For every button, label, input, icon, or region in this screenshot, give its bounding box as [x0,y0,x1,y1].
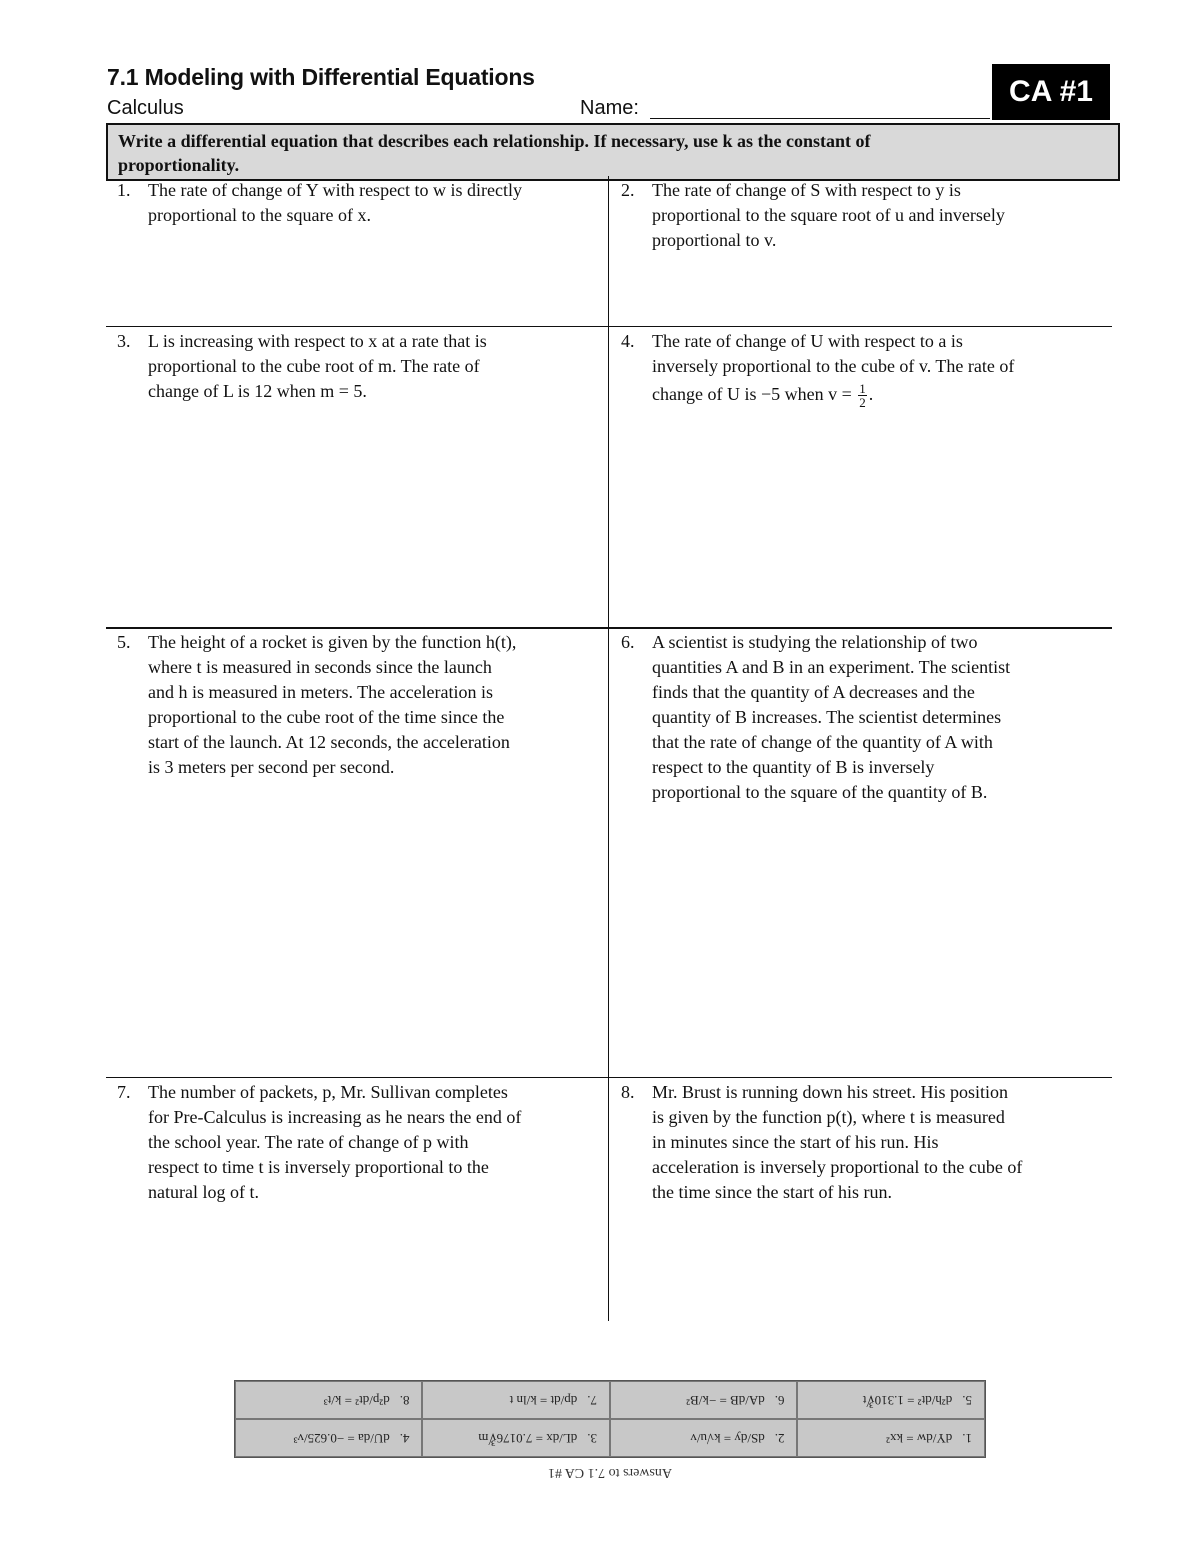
problem-line: for Pre-Calculus is increasing as he nears the end of [148,1107,522,1127]
answer-cell [610,1381,798,1419]
answer-number: 2. [774,1431,785,1446]
problem-line-tail: . [868,384,874,404]
problem-line: quantities A and B in an experiment. The scientist [652,657,1011,677]
problem-line: The height of a rocket is given by the function h(t), [148,632,517,652]
problem-line-text: change of U is −5 when v = [652,384,852,404]
answer-number: 4. [399,1431,410,1446]
problem-line: the time since the start of his run. [652,1182,892,1202]
name-label: Name: [580,97,639,119]
problem-line: acceleration is inversely proportional to the cube of [652,1157,1023,1177]
row-divider-2 [106,627,1112,629]
row-divider-1 [106,326,1112,327]
problem-line: proportional to the square of x. [148,205,371,225]
answer-text: dS/dy = k√u/v [690,1431,765,1446]
problem-line [652,382,1108,409]
problem-line: Mr. Brust is running down his street. His position [652,1082,1009,1102]
instructions-line-1: Write a differential equation that describes each relationship. If necessary, use k as the constant of [118,131,871,151]
problem-6 [621,630,1108,805]
instructions-box [106,123,1120,181]
problem-number: 7. [117,1082,131,1102]
problem-line: the school year. The rate of change of p with [148,1132,469,1152]
problem-line: start of the launch. At 12 seconds, the acceleration [148,732,510,752]
problem-3 [117,329,604,404]
problem-line: respect to time t is inversely proportional to the [148,1157,489,1177]
problem-line: proportional to the square root of u and inversely [652,205,1005,225]
answer-number: 1. [962,1431,972,1446]
problem-line: The rate of change of U with respect to a is [652,331,963,351]
fraction-denominator: 2 [859,395,866,411]
answer-cell [610,1419,798,1457]
name-blank-line[interactable] [650,118,990,119]
column-divider [608,176,609,1321]
problem-8 [621,1080,1108,1205]
problem-number: 2. [621,180,635,200]
answer-key-caption: Answers to 7.1 CA #1 [547,1465,673,1480]
problem-line: that the rate of change of the quantity of A with [652,732,993,752]
problem-number: 3. [117,331,131,351]
problem-number: 4. [621,331,635,351]
problem-line: inversely proportional to the cube of v. The rate of [652,356,1015,376]
answer-cell [423,1381,611,1419]
answer-number: 3. [587,1431,597,1446]
problem-line: The rate of change of S with respect to y is [652,180,961,200]
answer-text: dL/dx = 7.0176∛m [478,1431,578,1446]
answer-text: dA/dB = −k/B² [686,1393,765,1408]
problem-7 [117,1080,604,1205]
answer-text: d²p/dt² = k/t³ [323,1393,390,1408]
answer-text: dY/dw = kx² [886,1431,953,1446]
page-title: 7.1 Modeling with Differential Equations [107,64,535,90]
problem-line: where t is measured in seconds since the launch [148,657,492,677]
problem-line: is given by the function p(t), where t is measured [652,1107,1005,1127]
problem-line: L is increasing with respect to x at a rate that is [148,331,487,351]
problem-line: proportional to the cube root of the time since the [148,707,505,727]
fraction [858,382,867,409]
subject-label: Calculus [107,97,184,119]
problem-line: is 3 meters per second per second. [148,757,395,777]
problem-line: The number of packets, p, Mr. Sullivan completes [148,1082,508,1102]
answer-key [234,1378,986,1480]
problem-line: finds that the quantity of A decreases and the [652,682,975,702]
problem-line: proportional to the square of the quantity of B. [652,782,988,802]
problem-number: 5. [117,632,131,652]
problem-2 [621,178,1108,253]
answer-number: 6. [774,1393,785,1408]
problem-number: 1. [117,180,131,200]
answer-number: 8. [399,1393,410,1408]
answer-text: d²h/dt² = 1.310∛t [862,1393,953,1408]
problem-number: 8. [621,1082,635,1102]
answer-cell [423,1419,611,1457]
problem-5 [117,630,604,780]
instructions-line-2: proportionality. [118,155,240,175]
answer-text: dU/da = −0.625/v³ [293,1431,390,1446]
answer-cell [798,1381,986,1419]
problem-line: The rate of change of Y with respect to w is directly [148,180,523,200]
problem-number: 6. [621,632,635,652]
problem-line: in minutes since the start of his run. His [652,1132,939,1152]
problem-line: A scientist is studying the relationship of two [652,632,978,652]
answer-cell [235,1419,423,1457]
answer-text: dp/dt = k/ln t [509,1393,578,1408]
problem-line: and h is measured in meters. The acceleration is [148,682,494,702]
problem-line: proportional to v. [652,230,777,250]
answer-cell [798,1419,986,1457]
problem-line: natural log of t. [148,1182,259,1202]
assignment-badge: CA #1 [992,64,1110,120]
answer-key-grid [234,1380,986,1458]
row-divider-3 [106,1077,1112,1078]
problem-line: quantity of B increases. The scientist determines [652,707,1002,727]
answer-number: 5. [962,1393,972,1408]
answer-cell [235,1381,423,1419]
problem-4 [621,329,1108,411]
fraction-numerator: 1 [859,381,866,397]
problem-line: change of L is 12 when m = 5. [148,381,367,401]
problem-line: respect to the quantity of B is inversely [652,757,935,777]
problem-1 [117,178,604,228]
problem-line: proportional to the cube root of m. The rate of [148,356,480,376]
answer-number: 7. [587,1393,597,1408]
